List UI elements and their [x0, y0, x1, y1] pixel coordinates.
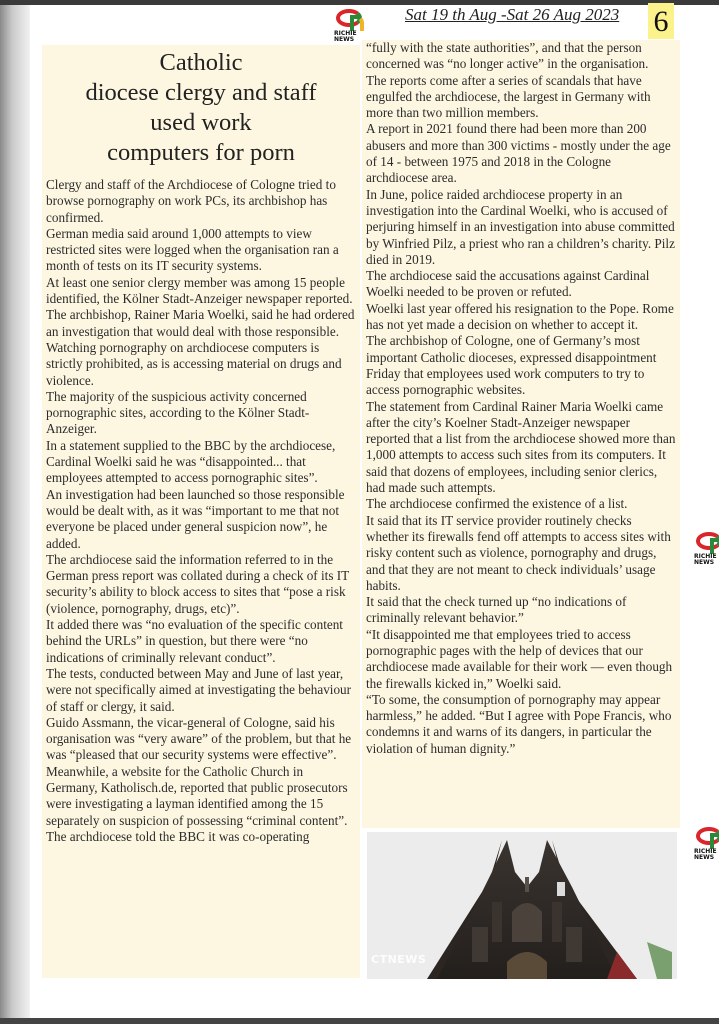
article-column-2	[362, 40, 680, 828]
headline-line: computers for porn	[107, 139, 295, 166]
paragraph: It said that the check turned up “no indications of criminally relevant behavior.”	[366, 594, 627, 626]
headline-line: diocese clergy and staff	[85, 79, 317, 106]
richie-news-logo-icon: RICHIE NEWS	[334, 7, 370, 43]
paragraph: An investigation had been launched so those responsible would be dealt with, as it was “important to me that not everyone be placed under general suspicion now”, he added.	[46, 486, 345, 551]
paragraph: In a statement supplied to the BBC by the archdiocese, Cardinal Woelki said he was “disappointed... that employees attempted to access pornographic sites”.	[46, 437, 336, 486]
article-headline	[46, 45, 356, 168]
bottom-bar	[0, 1018, 719, 1024]
paragraph: At least one senior clergy member was among 15 people identified, the Kölner Stadt-Anzeiger newspaper reported.	[46, 274, 353, 307]
paragraph: The archdiocese told the BBC it was co-operating	[46, 828, 310, 844]
paragraph: The archbishop of Cologne, one of Germany’s most important Catholic dioceses, expressed disappointment Friday that employees used work computers to try to access pornographic websites.	[366, 333, 657, 398]
paragraph: Woelki last year offered his resignation to the Pope. Rome has not yet made a decision on whether to accept it.	[366, 300, 674, 333]
headline-line: used work	[150, 109, 252, 136]
paragraph: The archdiocese said the information referred to in the German press report was collated during a check of its IT security’s ability to block access to sites that “pose a risk (violence, pornography, drugs, etc)”.	[46, 551, 349, 616]
paragraph: The majority of the suspicious activity concerned pornographic sites, according to the Kölner Stadt-Anzeiger.	[46, 388, 310, 437]
richie-news-side-logo-icon: RICHIE NEWS	[694, 825, 719, 861]
headline-line: Catholic	[159, 49, 243, 76]
paragraph: “It disappointed me that employees tried to access pornographic pages with the help of devices that our archdiocese made available for their work — even though the firewalls kicked in,” Woelki said.	[366, 626, 673, 691]
richie-news-side-logo-icon: RICHIE NEWS	[694, 530, 719, 566]
paragraph: The archbishop, Rainer Maria Woelki, said he had ordered an investigation that would deal with those responsible.	[46, 307, 355, 339]
paragraph: The statement from Cardinal Rainer Maria Woelki came after the city’s Koelner Stadt-Anzeiger newspaper reported that a list from the archdiocese showed more than 1,000 attempts to access such sites from its computers. It said that dozens of employees, including senior clerics, had made such attempts.	[366, 398, 676, 496]
paragraph: It added there was “no evaluation of the specific content behind the URLs” in question, but there were “no indications of criminally relevant conduct”.	[46, 617, 343, 665]
ctnews-watermark: CTNEWS	[371, 953, 427, 966]
cathedral-photo	[367, 832, 677, 979]
paragraph: The tests, conducted between May and June of last year, were not specifically aimed at investigating the behaviour of staff or clergy, it said.	[46, 665, 352, 714]
paragraph: “fully with the state authorities”, and that the person concerned was “no longer active” in the organisation.	[366, 40, 649, 72]
paragraph: Watching pornography on archdiocese computers is strictly prohibited, as is accessing material on drugs and violence.	[46, 339, 342, 388]
paragraph: It said that its IT service provider routinely checks whether its firewalls fend off attempts to access sites with risky content such as violence, pornography and drugs, and that they are not meant to check individuals’ usage habits.	[366, 512, 671, 593]
paragraph: German media said around 1,000 attempts to view restricted sites were logged when the organisation ran a month of tests on its IT security systems.	[46, 225, 339, 274]
paragraph: Clergy and staff of the Archdiocese of Cologne tried to browse pornography on work PCs, its archbishop has confirmed.	[46, 177, 336, 225]
paragraph: In June, police raided archdiocese property in an investigation into the Cardinal Woelki, who is accused of perjuring himself in an investigation into abuse committed by Winfried Pilz, a priest who ran a children’s charity. Pilz died in 2019.	[366, 186, 675, 267]
paragraph: A report in 2021 found there had been more than 200 abusers and more than 300 victims - mostly under the age of 14 - between 1975 and 2018 in the Cologne archdiocese area.	[366, 121, 671, 186]
paragraph: The archdiocese said the accusations against Cardinal Woelki needed to be proven or refuted.	[366, 268, 650, 300]
page-fold-shadow	[0, 5, 30, 1018]
paragraph: The archdiocese confirmed the existence of a list.	[366, 496, 628, 512]
issue-date-range: Sat 19 th Aug -Sat 26 Aug 2023	[405, 5, 620, 24]
paragraph: “To some, the consumption of pornography may appear harmless,” he added. “But I agree with Pope Francis, who condemns it and warns of its dangers, in particular the violation of human dignity.”	[366, 691, 672, 756]
page-number: 6	[648, 3, 674, 39]
paragraph: The reports come after a series of scandals that have engulfed the archdiocese, the largest in Germany with more than two million members.	[366, 72, 651, 121]
article-column-1	[42, 45, 360, 978]
paragraph: Guido Assmann, the vicar-general of Cologne, said his organisation was “very aware” of the problem, but that he was “pleased that our security systems were effective”. Meanwhile, a website for the Catholic Church in Germany, Katholisch.de, reported that public prosecutors were investigating a layman identified among the 15 separately on suspicion of possessing “criminal content”.	[46, 714, 352, 828]
